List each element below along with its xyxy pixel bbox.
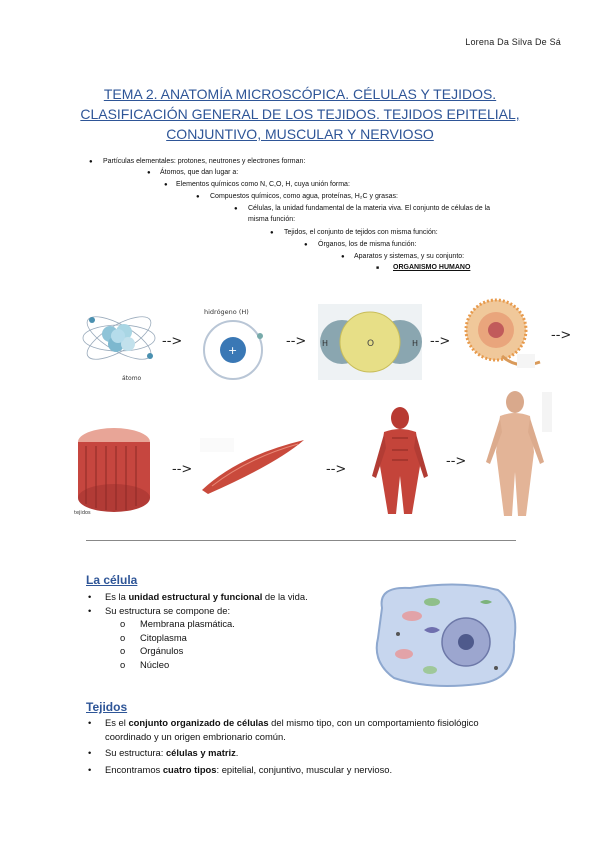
muscle-organ-illustration: [198, 436, 308, 494]
bullet-icon: ●: [270, 230, 274, 236]
cell-def-text: Es la: [105, 591, 129, 602]
bullet-icon: ●: [89, 159, 93, 165]
atom-label: átomo: [122, 375, 142, 382]
tissues-definition-list: [88, 716, 528, 776]
cell-def-bold: unidad estructural y funcional: [128, 591, 263, 602]
water-oxygen-label: O: [367, 339, 375, 349]
list-item: [88, 746, 528, 760]
cell-illustration: [462, 296, 542, 380]
tissue-structure-bold: células y matriz: [165, 747, 236, 758]
bullet-icon: ●: [304, 242, 308, 248]
water-hydrogen-left-label: H: [322, 339, 329, 348]
title-line-2: CLASIFICACIÓN GENERAL DE LOS TEJIDOS. TEJIDOS EPITELIAL,: [80, 106, 520, 122]
circle-bullet-icon: o: [120, 618, 126, 629]
tissue-types-text: Encontramos: [105, 763, 163, 775]
arrow-icon: -->: [162, 334, 183, 349]
list-item: [120, 658, 235, 672]
title-line-1: TEMA 2. ANATOMÍA MICROSCÓPICA. CÉLULAS Y TEJIDOS.: [103, 86, 497, 102]
title-line-3: CONJUNTIVO, MUSCULAR Y NERVIOSO: [166, 126, 434, 142]
arrow-icon: -->: [326, 462, 347, 477]
muscular-system-illustration: [366, 406, 434, 516]
tissue-def-line2: coordinado y un origen embrionario común.: [105, 730, 286, 742]
cell-def-text-end: de la vida.: [262, 591, 308, 602]
level-particles: Partículas elementales: protones, neutrones y electrones forman:: [103, 158, 306, 165]
page-title: [60, 84, 540, 144]
list-item: [120, 631, 235, 645]
cell-parts-list: [120, 617, 235, 671]
cell-part-cytoplasm: Citoplasma: [140, 631, 187, 643]
square-bullet-icon: ■: [376, 265, 380, 271]
bullet-icon: •: [88, 717, 92, 728]
hydrogen-atom-illustration: [196, 306, 274, 382]
list-item: [120, 644, 235, 658]
muscle-tissue-illustration: [72, 420, 154, 516]
arrow-icon: -->: [551, 328, 572, 343]
bullet-icon: •: [88, 591, 92, 602]
level-cells: Células, la unidad fundamental de la materia viva. El conjunto de células de la misma función:: [248, 205, 491, 223]
cell-section-title: La célula: [86, 573, 138, 587]
list-item: [88, 763, 528, 777]
cell-structure-text: Su estructura se compone de:: [105, 604, 231, 616]
bullet-icon: ●: [341, 254, 345, 260]
bullet-icon: •: [88, 763, 92, 775]
animal-cell-diagram: [370, 578, 522, 692]
level-tissues: Tejidos, el conjunto de tejidos con misma función:: [284, 229, 438, 236]
bullet-icon: ●: [234, 206, 238, 212]
bullet-icon: •: [88, 604, 92, 616]
hydrogen-label: hidrógeno (H): [204, 308, 249, 316]
arrow-icon: -->: [286, 334, 307, 349]
circle-bullet-icon: o: [120, 645, 126, 656]
tissue-def-text: Es el: [105, 717, 129, 728]
list-item: [88, 590, 368, 604]
bullet-icon: ●: [196, 194, 200, 200]
bullet-icon: ●: [147, 170, 151, 176]
tissues-section-title: Tejidos: [86, 700, 128, 714]
bullet-icon: ●: [164, 182, 168, 188]
cell-part-membrane: Membrana plasmática.: [140, 618, 235, 629]
tissue-types-bold: cuatro tipos: [162, 763, 217, 775]
section-divider: [86, 540, 516, 541]
human-body-illustration: [478, 388, 552, 520]
level-elements: Elementos químicos como N, C,O, H, cuya unión forma:: [176, 181, 350, 188]
water-molecule-illustration: [318, 304, 422, 380]
bullet-icon: •: [88, 747, 92, 758]
arrow-icon: -->: [172, 462, 193, 477]
list-item: [120, 617, 235, 631]
level-organs: Órganos, los de misma función:: [318, 241, 417, 248]
atom-illustration: [80, 298, 158, 384]
arrow-icon: -->: [430, 334, 451, 349]
level-organism: ORGANISMO HUMANO: [393, 264, 471, 271]
cell-part-organelles: Orgánulos: [140, 645, 184, 656]
level-atoms: Átomos, que dan lugar a:: [160, 169, 239, 176]
water-hydrogen-right-label: H: [412, 339, 419, 348]
list-item: [88, 716, 528, 743]
tissue-label: tejidos: [74, 510, 91, 516]
level-systems: Aparatos y sistemas, y su conjunto:: [354, 253, 465, 260]
svg-text:+: +: [228, 344, 238, 357]
tissue-def-bold: conjunto organizado de células: [128, 717, 269, 728]
level-compounds: Compuestos químicos, como agua, proteínas, H₂C y grasas:: [210, 193, 398, 200]
cell-definition-list: [88, 590, 368, 617]
tissue-structure-text: Su estructura:: [105, 747, 166, 758]
author-name: Lorena Da Silva De Sá: [465, 37, 561, 47]
circle-bullet-icon: o: [120, 631, 126, 643]
circle-bullet-icon: o: [120, 658, 126, 670]
arrow-icon: -->: [446, 454, 467, 469]
tissue-types-end: : epitelial, conjuntivo, muscular y nervioso.: [216, 763, 393, 775]
cell-part-nucleus: Núcleo: [140, 658, 170, 670]
tissue-structure-end: .: [235, 747, 239, 758]
list-item: [88, 604, 368, 618]
tissue-def-text-end: del mismo tipo, con un comportamiento fisiológico: [268, 717, 479, 728]
